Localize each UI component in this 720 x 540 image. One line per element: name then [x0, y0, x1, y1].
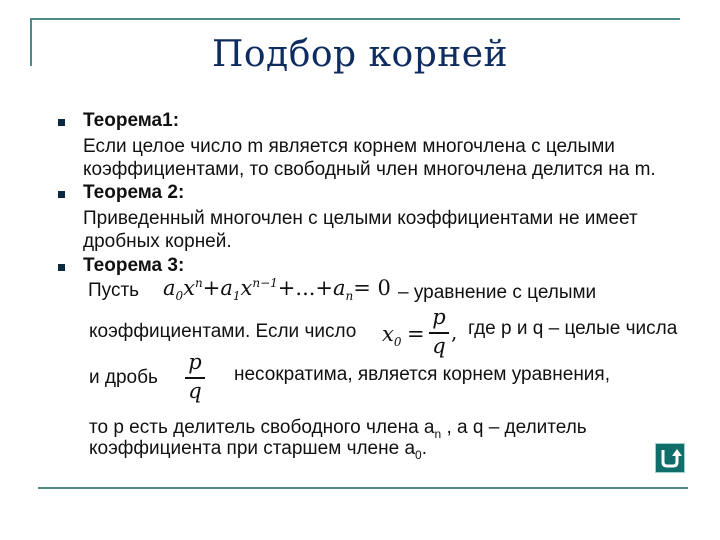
frame-bottom-line [38, 487, 688, 489]
polynomial-equation: $a_0x^n+a_1x^{n-1}+...+a_n= 0$ [163, 276, 391, 304]
theorem2-heading: Теорема 2: [83, 182, 185, 203]
root-comma: , [451, 320, 458, 344]
fraction-numerator: p [188, 350, 202, 374]
standalone-fraction [184, 350, 206, 404]
theorem1-line2: коэффициентами, то свободный член многочлена делится на m. [83, 159, 656, 180]
theorem1-line1: Если целое число m является корнем многочлена с целыми [83, 136, 615, 157]
square-bullet-icon [58, 191, 65, 198]
theorem2-line2: дробных корней. [83, 231, 232, 252]
theorem3-equation-tail: – уравнение с целыми [398, 282, 597, 303]
return-button[interactable] [655, 443, 685, 473]
root-fraction [428, 305, 450, 359]
slide-title: Подбор корней [211, 34, 509, 75]
square-bullet-icon [58, 264, 65, 271]
theorem3-conclusion-line1: то p есть делитель свободного члена $a_n$ , а q – делитель [89, 417, 587, 441]
theorem3-coef-text: коэффициентами. Если число [89, 321, 357, 342]
frame-top-line [30, 18, 680, 20]
square-bullet-icon [58, 119, 65, 126]
root-denominator: q [432, 334, 446, 358]
theorem2-line1: Приведенный многочлен с целыми коэффициентами не имеет [83, 208, 638, 229]
root-variable: $x_0$ [382, 322, 402, 350]
theorem3-let-word: Пусть [88, 280, 140, 301]
theorem1-heading: Теорема1: [83, 110, 180, 131]
theorem3-irreducible-text: несократима, является корнем уравнения, [234, 364, 610, 385]
theorem3-heading: Теорема 3: [83, 255, 185, 276]
return-arrow-icon [656, 444, 684, 472]
theorem3-conclusion-line2: коэффициента при старшем члене $a_0$. [89, 438, 428, 462]
theorem3-pq-text: где p и q – целые числа [468, 318, 678, 339]
fraction-denominator: q [188, 379, 202, 403]
theorem3-fraction-text: и дробь [89, 367, 158, 388]
root-numerator: p [432, 305, 446, 329]
root-equals: = [407, 322, 425, 346]
